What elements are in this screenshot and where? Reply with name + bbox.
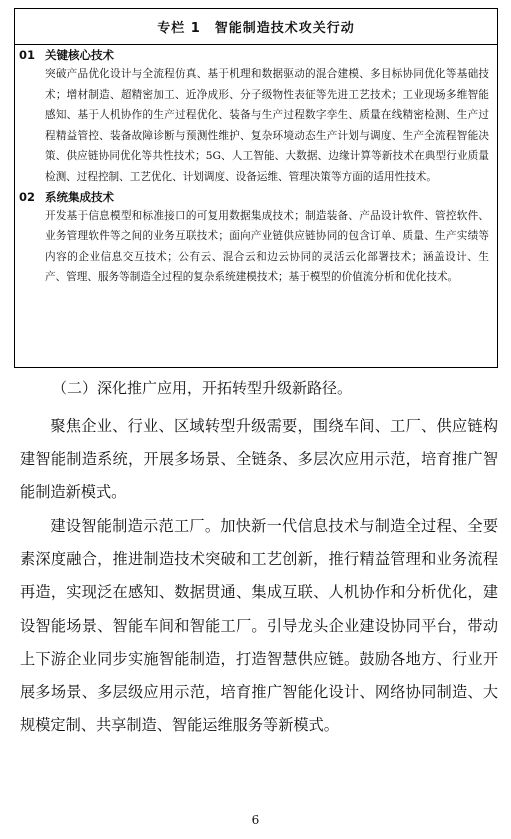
body-paragraph: 聚焦企业、行业、区域转型升级需要，围绕车间、工厂、供应链构建智能制造系统，开展多场景、全链条、多层次应用示范，培育推广智能制造新模式。: [20, 417, 498, 502]
column-item: [15, 188, 497, 288]
item-body: 突破产品优化设计与全流程仿真、基于机理和数据驱动的混合建模、多目标协同优化等基础技术；增材制造、超精密加工、近净成形、分子级物性表征等先进工艺技术；工业现场多维智能感知、基于人机协作的生产过程优化、装备与生产过程数字孪生、质量在线精密检测、生产过程精益管控、装备故障诊断与预测性维护、复杂环境动态生产计划与调度、生产全流程智能决策、供应链协同优化等共性技术；5G、人工智能、大数据、边缘计算等新技术在典型行业质量检测、过程控制、工艺优化、计划调度、设备运维、管理决策等方面的适用性技术。: [45, 68, 489, 183]
item-number: 02: [19, 189, 36, 204]
column-label: 专栏 1: [157, 21, 201, 36]
column-title: 智能制造技术攻关行动: [214, 21, 355, 36]
item-number: 01: [19, 48, 36, 62]
page-number: 6: [251, 813, 260, 827]
item-body: 开发基于信息模型和标准接口的可复用数据集成技术；制造装备、产品设计软件、管控软件、业务管理软件等之间的业务互联技术；面向产业链供应链协同的包含订单、质量、生产实绩等内容的企业信息交互技术；公有云、混合云和边云协同的灵活云化部署技术；涵盖设计、生产、管理、服务等制造全过程的复杂系统建模技术；基于模型的价值流分析和优化技术。: [45, 209, 489, 284]
item-heading-row: [15, 188, 497, 206]
column-box: [14, 8, 498, 368]
section-heading: （二）深化推广应用，开拓转型升级新路径。: [52, 379, 353, 397]
item-heading: 系统集成技术: [45, 189, 114, 204]
item-heading: 关键核心技术: [45, 48, 114, 62]
column-box-title: [15, 9, 497, 45]
column-item: [15, 45, 497, 188]
body-paragraph: 建设智能制造示范工厂。加快新一代信息技术与制造全过程、全要素深度融合，推进制造技术突破和工艺创新，推行精益管理和业务流程再造，实现泛在感知、数据贯通、集成互联、人机协作和分析优化，建设智能场景、智能车间和智能工厂。引导龙头企业建设协同平台，带动上下游企业同步实施智能制造，打造智慧供应链。鼓励各地方、行业开展多场景、多层级应用示范，培育推广智能化设计、网络协同制造、大规模定制、共享制造、智能运维服务等新模式。: [20, 517, 498, 735]
item-heading-row: [15, 46, 497, 64]
